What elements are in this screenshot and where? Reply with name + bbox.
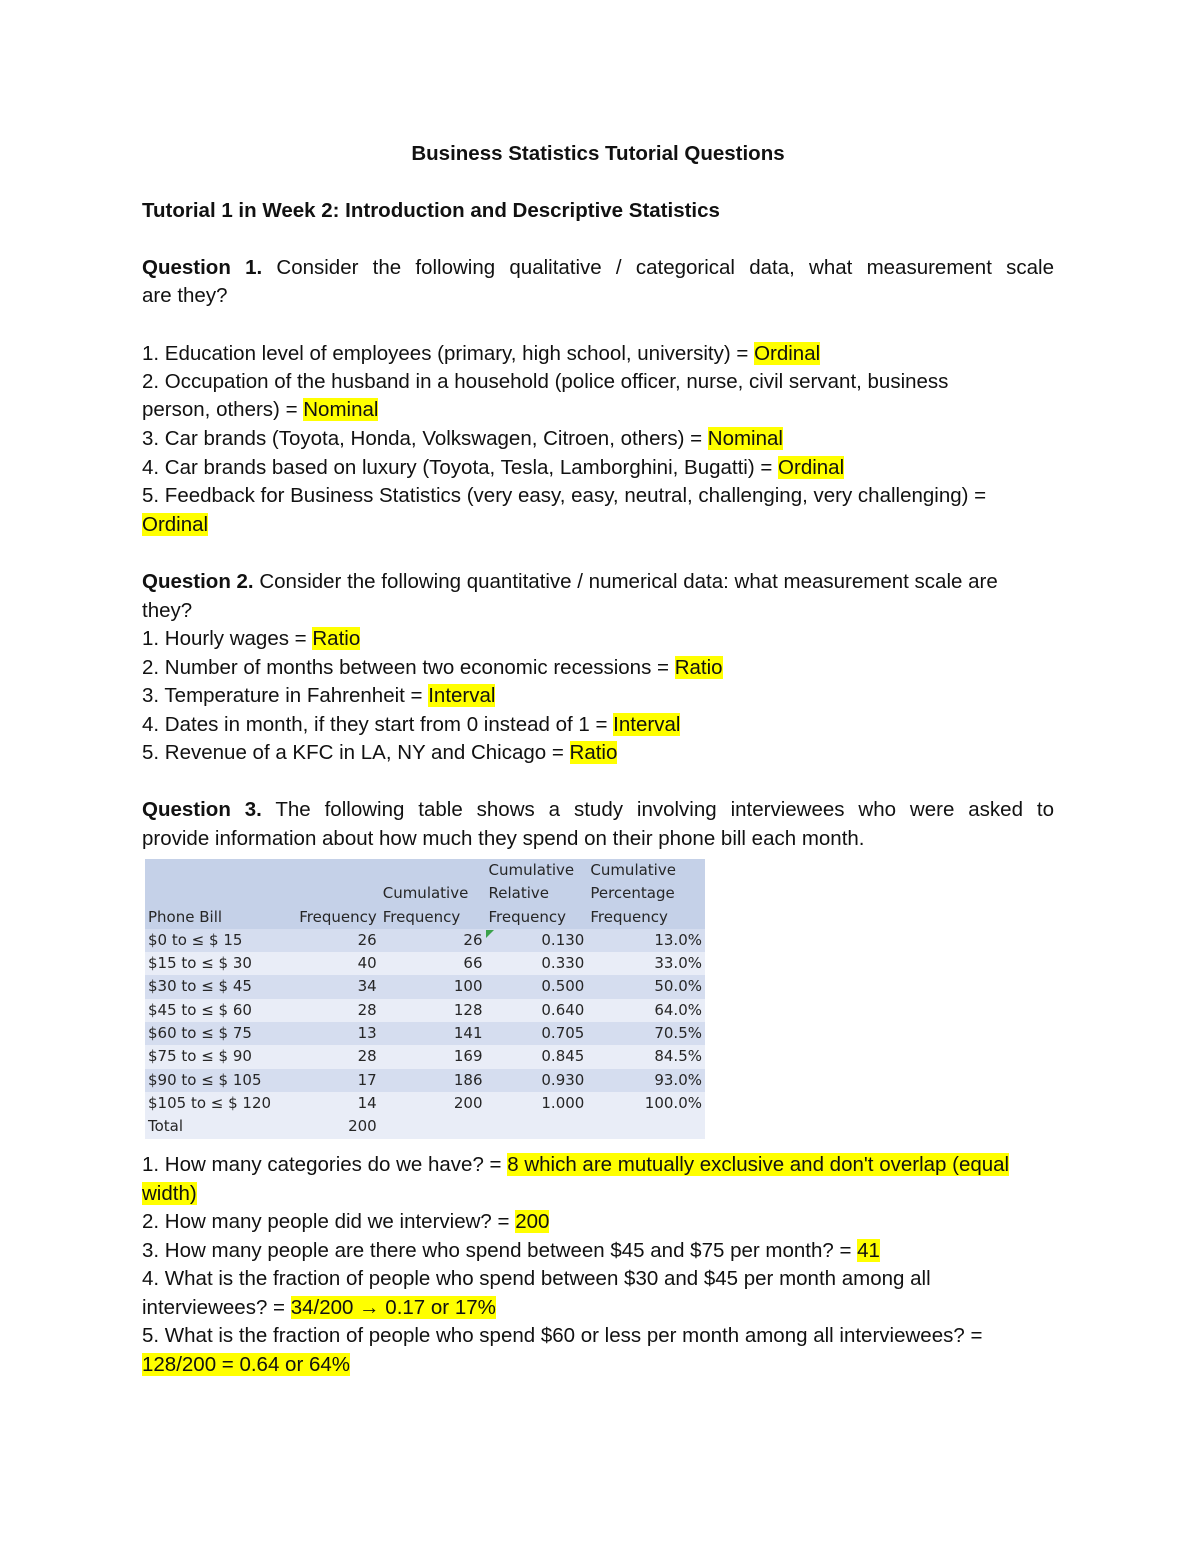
q1-item-4 [142,454,844,482]
cell-cumulative-frequency: 128 [380,999,486,1022]
header-cumulative-percentage-frequency: Cumulative Percentage Frequency [587,859,705,929]
header-cumulative-frequency: Cumulative Frequency [380,859,486,929]
q1-item-1-answer: Ordinal [754,342,821,365]
q3-item-1-answer-cont: width) [142,1182,197,1205]
q2-prompt-cont: they? [142,599,193,622]
cell-cumulative-relative: 0.705 [486,1022,588,1045]
q1-item-3 [142,425,783,453]
cell-phone-bill: $45 to ≤ $ 60 [145,999,274,1022]
q1-item-2-answer: Nominal [303,398,379,421]
q3-item-4-text: interviewees? = [142,1296,291,1319]
q3-item-1-answer: 8 which are mutually exclusive and don't overlap (equal [507,1153,1010,1176]
cell-phone-bill: $105 to ≤ $ 120 [145,1092,274,1115]
cell-cumulative-relative: 1.000 [486,1092,588,1115]
table-row [145,999,705,1022]
q3-prompt [142,796,1054,824]
q2-item-4-text: 4. Dates in month, if they start from 0 instead of 1 = [142,713,614,736]
q3-prompt-cont: provide information about how much they spend on their phone bill each month. [142,827,865,850]
q3-item-1 [142,1151,1009,1179]
q2-item-2-text: 2. Number of months between two economic recessions = [142,656,675,679]
document-title: Business Statistics Tutorial Questions [411,142,785,165]
cell-cumulative-frequency: 66 [380,952,486,975]
table-row [145,975,705,998]
q3-text: The following table shows a study involving interviewees who were asked to [261,798,1054,821]
cell-empty [380,1115,486,1138]
q2-item-1 [142,625,360,653]
cell-phone-bill: $60 to ≤ $ 75 [145,1022,274,1045]
tutorial-heading: Tutorial 1 in Week 2: Introduction and Descriptive Statistics [142,199,720,222]
q1-prompt [142,254,1054,282]
q2-prompt [142,568,998,596]
q1-item-5-cont [142,511,208,539]
q2-item-5 [142,739,617,767]
q2-item-5-text: 5. Revenue of a KFC in LA, NY and Chicago = [142,741,570,764]
q2-item-5-answer: Ratio [569,741,618,764]
q3-item-1-text: 1. How many categories do we have? = [142,1153,508,1176]
q1-item-2: 2. Occupation of the husband in a household (police officer, nurse, civil servant, business [142,370,949,393]
q3-item-4-cont [142,1294,496,1322]
cell-cumulative-percentage: 64.0% [587,999,705,1022]
q3-item-2-text: 2. How many people did we interview? = [142,1210,516,1233]
cell-phone-bill: $15 to ≤ $ 30 [145,952,274,975]
cell-empty [486,1115,588,1138]
cell-frequency: 26 [274,929,380,952]
cell-total-frequency: 200 [274,1115,380,1138]
cell-cumulative-relative: 0.930 [486,1069,588,1092]
q2-item-1-text: 1. Hourly wages = [142,627,313,650]
q3-item-3-text: 3. How many people are there who spend between $45 and $75 per month? = [142,1239,858,1262]
cell-cumulative-relative: 0.130 [486,929,588,952]
cell-phone-bill: $30 to ≤ $ 45 [145,975,274,998]
cell-frequency: 34 [274,975,380,998]
cell-phone-bill: $0 to ≤ $ 15 [145,929,274,952]
cell-cumulative-frequency: 26 [380,929,486,952]
q3-item-5-answer: 128/200 = 0.64 or 64% [142,1353,351,1376]
q2-item-3-answer: Interval [428,684,496,707]
q3-item-5: 5. What is the fraction of people who spend $60 or less per month among all interviewees? = [142,1324,983,1347]
phone-bill-frequency-table [145,859,705,1139]
q3-item-4-answer: 34/200 → 0.17 or 17% [290,1296,496,1319]
q1-item-2-cont [142,396,378,424]
cell-cumulative-percentage: 84.5% [587,1045,705,1068]
q2-item-1-answer: Ratio [312,627,361,650]
q2-item-4 [142,711,680,739]
q1-item-3-text: 3. Car brands (Toyota, Honda, Volkswagen, Citroen, others) = [142,427,708,450]
cell-comment-marker-icon [486,930,494,938]
table-row [145,1092,705,1115]
header-cumulative-relative-frequency: Cumulative Relative Frequency [486,859,588,929]
cell-cumulative-percentage: 33.0% [587,952,705,975]
cell-cumulative-percentage: 50.0% [587,975,705,998]
q2-item-2 [142,654,723,682]
table-total-row [145,1115,705,1138]
q2-text: Consider the following quantitative / numerical data: what measurement scale are [253,570,998,593]
q3-item-3 [142,1237,880,1265]
cell-cumulative-relative: 0.640 [486,999,588,1022]
cell-phone-bill: $90 to ≤ $ 105 [145,1069,274,1092]
cell-total-label: Total [145,1115,274,1138]
q1-item-3-answer: Nominal [707,427,783,450]
cell-frequency: 40 [274,952,380,975]
q3-item-2 [142,1208,549,1236]
cell-cumulative-relative: 0.330 [486,952,588,975]
q2-item-4-answer: Interval [613,713,681,736]
q3-item-5-cont [142,1351,350,1379]
cell-frequency: 28 [274,1045,380,1068]
cell-cumulative-relative: 0.845 [486,1045,588,1068]
cell-cumulative-frequency: 200 [380,1092,486,1115]
q2-item-2-answer: Ratio [674,656,723,679]
q1-prompt-cont: are they? [142,284,228,307]
cell-cumulative-frequency: 186 [380,1069,486,1092]
cell-cumulative-percentage: 100.0% [587,1092,705,1115]
q3-item-1-cont [142,1180,197,1208]
cell-empty [587,1115,705,1138]
q1-item-2-text: person, others) = [142,398,304,421]
q3-item-2-answer: 200 [515,1210,550,1233]
q3-item-3-answer: 41 [857,1239,880,1262]
cell-phone-bill: $75 to ≤ $ 90 [145,1045,274,1068]
q1-text: Consider the following qualitative / categorical data, what measurement scale [262,256,1054,279]
table-row [145,1022,705,1045]
cell-frequency: 13 [274,1022,380,1045]
header-frequency: Frequency [274,859,380,929]
table-row [145,929,705,952]
header-phone-bill: Phone Bill [145,859,274,929]
table-header-row [145,859,705,929]
cell-cumulative-percentage: 70.5% [587,1022,705,1045]
q1-item-4-answer: Ordinal [778,456,845,479]
q1-item-5-answer: Ordinal [142,513,209,536]
cell-frequency: 28 [274,999,380,1022]
q1-item-4-text: 4. Car brands based on luxury (Toyota, Tesla, Lamborghini, Bugatti) = [142,456,779,479]
cell-cumulative-percentage: 93.0% [587,1069,705,1092]
q1-label: Question 1. [142,256,263,279]
table-row [145,952,705,975]
q1-item-1 [142,340,820,368]
cell-frequency: 17 [274,1069,380,1092]
q3-label: Question 3. [142,798,262,821]
cell-frequency: 14 [274,1092,380,1115]
cell-cumulative-frequency: 100 [380,975,486,998]
q1-item-5: 5. Feedback for Business Statistics (very easy, easy, neutral, challenging, very challenging) = [142,484,987,507]
q1-item-1-text: 1. Education level of employees (primary, high school, university) = [142,342,755,365]
q3-item-4: 4. What is the fraction of people who spend between $30 and $45 per month among all [142,1267,931,1290]
q2-item-3-text: 3. Temperature in Fahrenheit = [142,684,429,707]
cell-cumulative-frequency: 141 [380,1022,486,1045]
cell-cumulative-frequency: 169 [380,1045,486,1068]
q2-label: Question 2. [142,570,254,593]
cell-cumulative-relative: 0.500 [486,975,588,998]
cell-cumulative-percentage: 13.0% [587,929,705,952]
table-row [145,1045,705,1068]
q2-item-3 [142,682,495,710]
table-row [145,1069,705,1092]
